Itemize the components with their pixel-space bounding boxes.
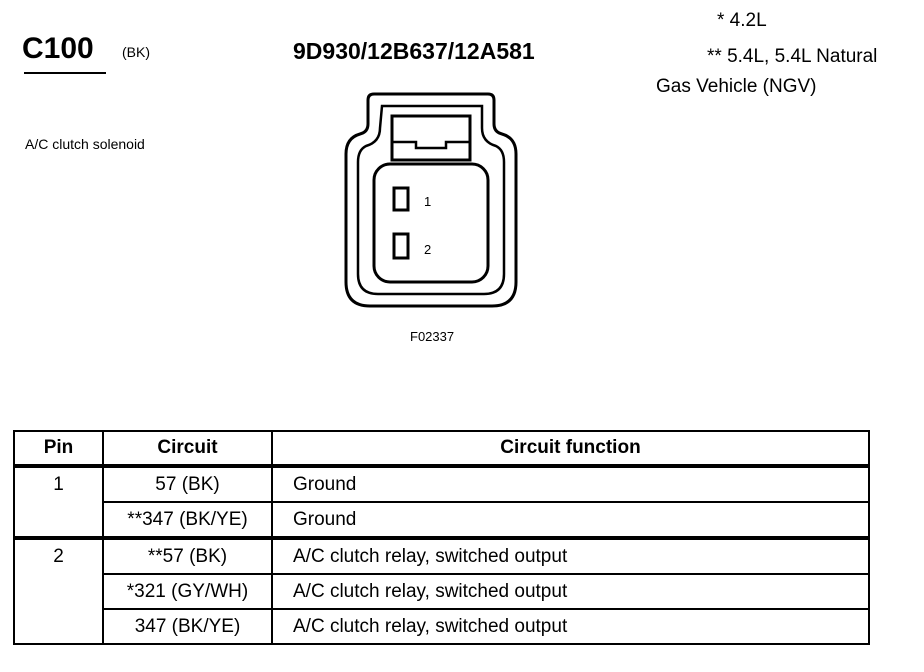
connector-id: C100 xyxy=(22,32,94,65)
engine-note-1: * 4.2L xyxy=(717,10,767,31)
component-name: A/C clutch solenoid xyxy=(25,136,145,152)
circuit-cell: **57 (BK) xyxy=(103,538,272,574)
table-row xyxy=(14,502,869,538)
circuit-cell: **347 (BK/YE) xyxy=(103,502,272,538)
circuit-cell: *321 (GY/WH) xyxy=(103,574,272,609)
locking-tab-notch xyxy=(392,142,470,148)
circuit-column-header: Circuit xyxy=(103,431,272,466)
pin-circuit-table xyxy=(13,430,870,645)
function-cell: Ground xyxy=(272,466,869,502)
pin-2-terminal xyxy=(394,234,408,258)
circuit-cell: 57 (BK) xyxy=(103,466,272,502)
pin-number-cell: 2 xyxy=(14,538,103,644)
engine-note-2: ** 5.4L, 5.4L Natural xyxy=(707,46,878,67)
pin-cavity-face xyxy=(374,164,488,282)
locking-tab xyxy=(392,116,470,160)
function-cell: A/C clutch relay, switched output xyxy=(272,609,869,644)
figure-id: F02337 xyxy=(410,329,455,344)
engine-note-3: Gas Vehicle (NGV) xyxy=(656,76,817,97)
table-row xyxy=(14,466,869,502)
circuit-cell: 347 (BK/YE) xyxy=(103,609,272,644)
function-cell: A/C clutch relay, switched output xyxy=(272,538,869,574)
pin-2-label: 2 xyxy=(424,242,432,257)
table-row xyxy=(14,574,869,609)
table-row xyxy=(14,538,869,574)
table-row xyxy=(14,609,869,644)
pin-column-header: Pin xyxy=(14,431,103,466)
function-column-header: Circuit function xyxy=(272,431,869,466)
part-numbers: 9D930/12B637/12A581 xyxy=(293,38,535,64)
pin-1-label: 1 xyxy=(424,194,432,209)
connector-id-underline xyxy=(24,72,106,74)
function-cell: A/C clutch relay, switched output xyxy=(272,574,869,609)
function-cell: Ground xyxy=(272,502,869,538)
pin-number-cell: 1 xyxy=(14,466,103,538)
connector-face-diagram xyxy=(330,84,530,316)
connector-color: (BK) xyxy=(122,44,150,60)
pin-1-terminal xyxy=(394,188,408,210)
table-header-row xyxy=(14,431,869,466)
